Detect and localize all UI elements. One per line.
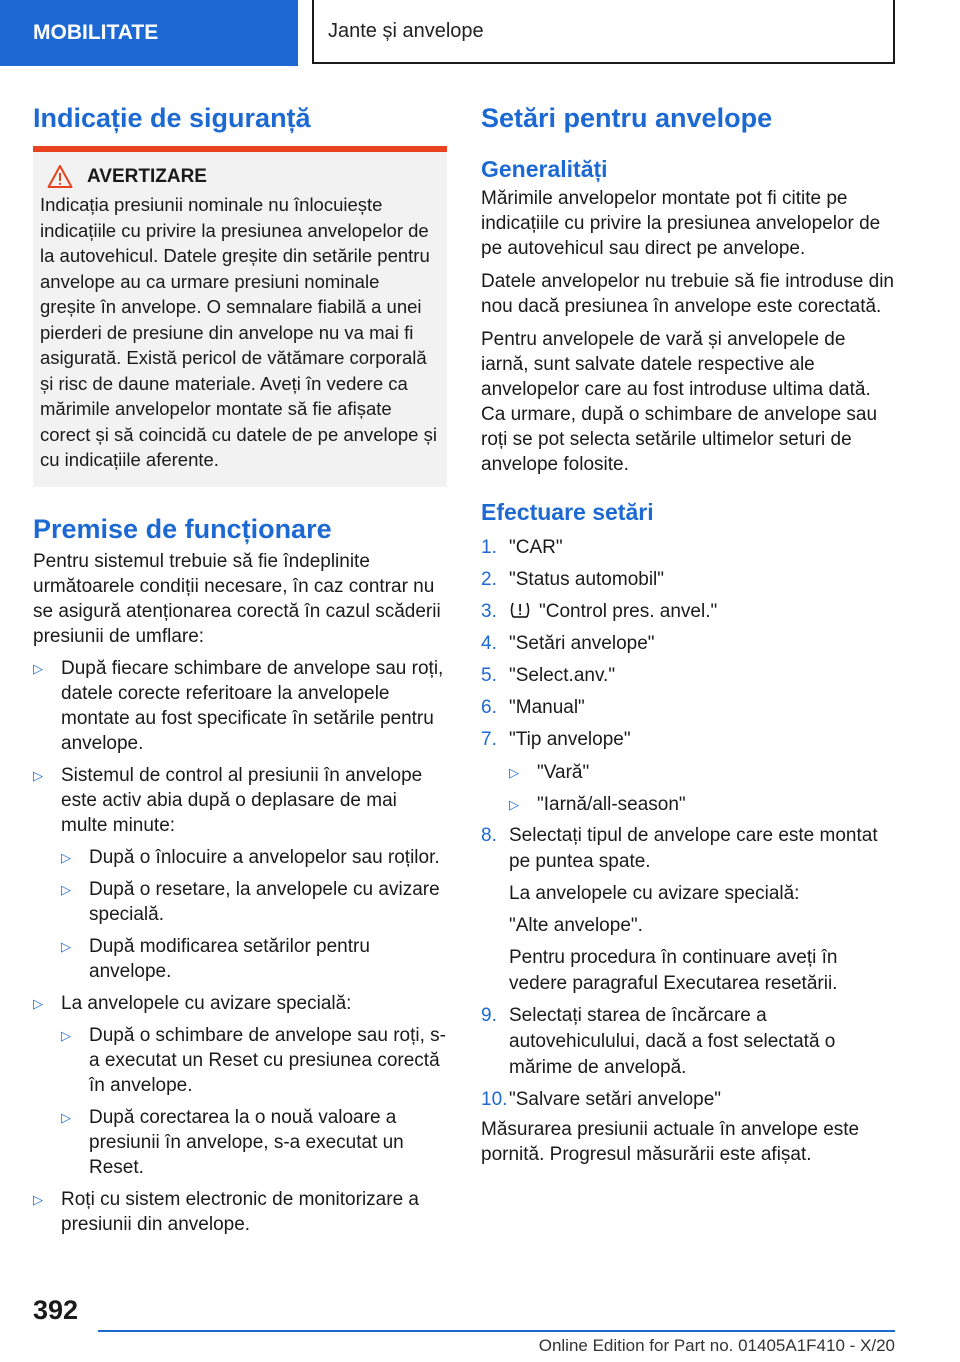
triangle-bullet-icon: ▷ — [33, 660, 43, 676]
sub-list — [509, 760, 895, 817]
step-text: Selectați tipul de anvelope care este montat pe puntea spate. — [509, 825, 878, 872]
step-text: "Select.anv." — [509, 665, 616, 686]
step-note: Pentru procedura în continuare aveți în vedere paragraful Executarea resetării. — [509, 947, 838, 994]
warning-header — [40, 164, 440, 190]
list-item — [33, 991, 447, 1180]
list-item — [509, 792, 895, 817]
step-text: "Manual" — [509, 697, 585, 718]
list-item-text: Roți cu sistem electronic de monitorizare a presiunii din anvelope. — [61, 1188, 419, 1235]
step-text: "Control pres. anvel." — [539, 601, 718, 622]
list-item — [61, 877, 447, 927]
step-text: "Status automobil" — [509, 569, 665, 590]
list-item — [33, 656, 447, 756]
step-note: La anvelopele cu avizare specială: — [509, 883, 800, 904]
sub-list — [61, 1023, 447, 1180]
list-item — [61, 934, 447, 984]
list-item-text: Sistemul de control al presiunii în anvelope este activ abia după o deplasare de mai multe minute: — [61, 764, 423, 836]
warning-text: Indicația presiunii nominale nu înlocuiește indicațiile cu privire la presiunea anvelopelor de la autovehicul. Datele greșite din setările pentru anvelope au ca urmare presiuni nominale greșite în anvelope. O semnalare fiabilă a unei pierderi de presiune din anvelope nu va mai fi asigurată. Există pericol de vătămare corporală și risc de daune materiale. Aveți în vedere ca mărimile anvelopelor montate să fie afișate corect și să coincidă cu datele de pe anvelope și cu indicațiile aferente. — [40, 194, 437, 470]
settings-heading: Setări pentru anvelope — [481, 103, 773, 133]
list-item-text: După o resetare, la anvelopele cu avizare specială. — [89, 878, 440, 925]
right-column — [481, 98, 895, 1167]
step-text: "CAR" — [509, 537, 563, 558]
step-number: 2. — [481, 569, 497, 590]
triangle-bullet-icon: ▷ — [33, 995, 43, 1011]
section-label: MOBILITATE — [0, 0, 298, 66]
page-header — [0, 0, 960, 66]
list-item-text: "Vară" — [537, 762, 590, 783]
list-item — [509, 760, 895, 785]
triangle-bullet-icon: ▷ — [61, 1027, 71, 1043]
triangle-bullet-icon: ▷ — [61, 849, 71, 865]
step-item — [481, 535, 895, 561]
list-item — [61, 1105, 447, 1180]
prereq-list — [33, 656, 447, 1237]
list-item-text: După corectarea la o nouă valoare a presiunii în anvelope, s-a executat un Reset. — [89, 1106, 404, 1178]
step-item — [481, 1087, 895, 1113]
step-number: 1. — [481, 537, 497, 558]
list-item-text: După fiecare schimbare de anvelope sau roți, datele corecte referitoare la anvelopele montate au fost specificate în setările pentru anvelope. — [61, 657, 444, 754]
page-number: 392 — [33, 1295, 79, 1325]
general-paragraph-2: Datele anvelopelor nu trebuie să fie introduse din nou dacă presiunea în anvelope este corectată. — [481, 271, 894, 317]
step-item — [481, 823, 895, 997]
step-number: 7. — [481, 729, 497, 750]
footer-edition: Online Edition for Part no. 01405A1F410 - X/20 — [538, 1336, 895, 1355]
step-item — [481, 567, 895, 593]
step-text: "Tip anvelope" — [509, 729, 631, 750]
list-item-text: La anvelopele cu avizare specială: — [61, 992, 352, 1014]
step-item — [481, 663, 895, 689]
chapter-label: Jante și anvelope — [312, 0, 895, 64]
step-item — [481, 695, 895, 721]
triangle-bullet-icon: ▷ — [33, 1191, 43, 1207]
steps-list — [481, 535, 895, 1113]
step-number: 5. — [481, 665, 497, 686]
list-item-text: După o înlocuire a anvelopelor sau roților. — [89, 846, 440, 868]
effect-heading: Efectuare setări — [481, 499, 654, 525]
prereq-intro: Pentru sistemul trebuie să fie îndeplinite următoarele condiții necesare, în caz contrar nu se asigură atenționarea corectă în cazul scăderii presiunii de umflare: — [33, 550, 441, 647]
step-text: Selectați starea de încărcare a autovehiculului, dacă a fost selectată o mărime de anvelopă. — [509, 1005, 836, 1078]
tire-pressure-warning-icon — [509, 600, 531, 620]
left-column — [33, 98, 447, 1237]
triangle-bullet-icon: ▷ — [61, 1109, 71, 1125]
warning-title: AVERTIZARE — [87, 166, 207, 187]
step-item — [481, 599, 895, 625]
triangle-bullet-icon: ▷ — [33, 767, 43, 783]
step-text: "Setări anvelope" — [509, 633, 655, 654]
step-number: 4. — [481, 633, 497, 654]
general-heading: Generalități — [481, 156, 608, 182]
triangle-bullet-icon: ▷ — [61, 881, 71, 897]
list-item — [61, 845, 447, 870]
list-item-text: "Iarnă/all-season" — [537, 794, 686, 815]
prereq-heading: Premise de funcționare — [33, 513, 332, 544]
step-item — [481, 727, 895, 817]
step-note: "Alte anvelope". — [509, 915, 643, 936]
step-number: 10. — [481, 1089, 508, 1110]
step-item — [481, 1003, 895, 1081]
warning-triangle-icon — [47, 164, 73, 190]
footer-divider — [98, 1330, 895, 1332]
triangle-bullet-icon: ▷ — [61, 938, 71, 954]
list-item — [61, 1023, 447, 1098]
list-item — [33, 1187, 447, 1237]
list-item — [33, 763, 447, 984]
list-item-text: După modificarea setărilor pentru anvelope. — [89, 935, 370, 982]
general-paragraph-3: Pentru anvelopele de vară și anvelopele de iarnă, sunt salvate datele respective ale anvelopelor care au fost introduse ultima dată. Ca urmare, după o schimbare de anvelope sau roți se pot selecta setările ultimelor seturi de anvelope folosite. — [481, 329, 878, 475]
warning-box — [33, 152, 447, 487]
safety-heading: Indicație de siguranță — [33, 103, 311, 133]
step-text: "Salvare setări anvelope" — [509, 1089, 722, 1110]
step-item — [481, 631, 895, 657]
step-number: 3. — [481, 601, 497, 622]
step-number: 6. — [481, 697, 497, 718]
list-item-text: După o schimbare de anvelope sau roți, s-a executat un Reset cu presiunea corectă în anvelope. — [89, 1024, 446, 1096]
step-number: 8. — [481, 825, 497, 846]
general-paragraph-1: Mărimile anvelopelor montate pot fi citite pe indicațiile cu privire la presiunea anvelopelor de pe autovehicul sau direct pe anvelope. — [481, 188, 881, 259]
triangle-bullet-icon: ▷ — [509, 765, 519, 780]
step-number: 9. — [481, 1005, 497, 1026]
triangle-bullet-icon: ▷ — [509, 797, 519, 812]
final-paragraph: Măsurarea presiunii actuale în anvelope este pornită. Progresul măsurării este afișat. — [481, 1119, 860, 1165]
sub-list — [61, 845, 447, 984]
